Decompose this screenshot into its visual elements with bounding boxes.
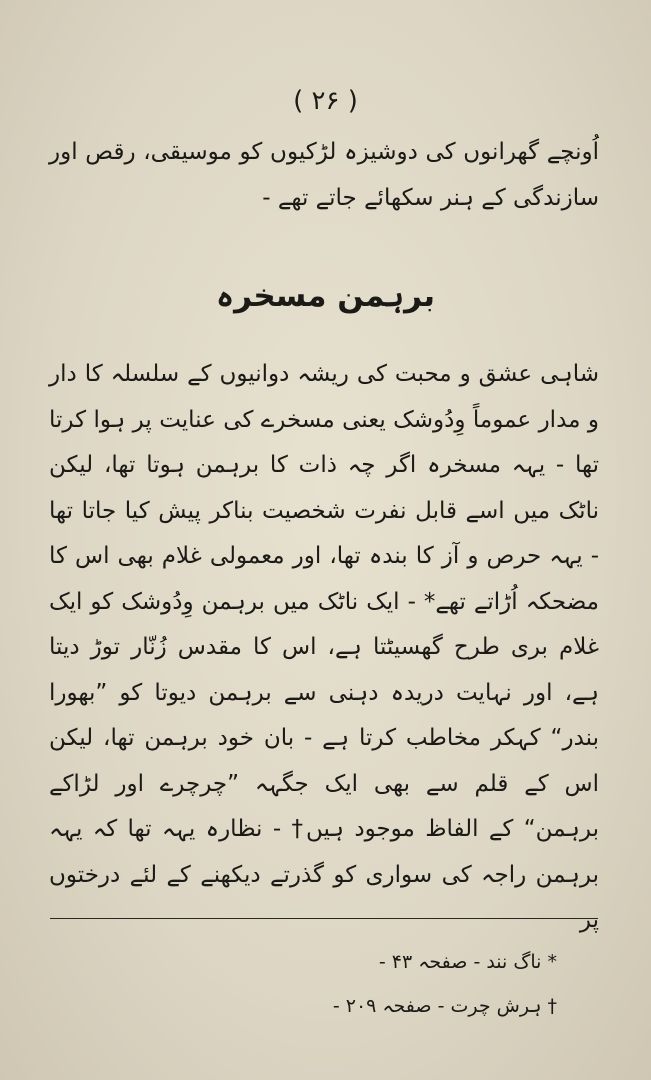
page-number: ( ۲۶ ) — [293, 86, 358, 116]
footnote-1: * ناگ نند - صفحہ ۴۳ - — [378, 951, 557, 973]
footnote-divider — [50, 918, 598, 919]
footnote-2: † ہرش چرت - صفحہ ۲۰۹ - — [332, 995, 557, 1017]
section-heading: برہمن مسخرہ — [215, 278, 436, 314]
main-paragraph: شاہی عشق و محبت کی ریشہ دوانیوں کے سلسلہ کا دار و مدار عموماً وِدُوشک یعنی مسخرے کی عنایت پر ہوا کرتا تھا - یہہ مسخرہ اگر چہ ذات کا برہمن ہوتا تھا، لیکن ناٹک میں اسے قابل نفرت شخصیت بناکر پیش کیا جاتا تھا - یہہ حرص و آز کا بندہ تھا، اور معمولی غلام بھی اس کا مضحکہ اُڑاتے تھے* - ایک ناٹک میں برہمن وِدُوشک کو ایک غلام بری طرح گھسیٹتا ہے، اس کا مقدس زُنّار توڑ دیتا ہے، اور نہایت دریدہ دہنی سے برہمن دیوتا کو ”بھورا بندر“ کہکر مخاطب کرتا ہے - بان خود برہمن تھا، لیکن اس کے قلم سے بھی ایک جگہہ ”چرچرے اور لڑاکے برہمن“ کے الفاظ موجود ہیں† - نظارہ یہہ تھا کہ یہہ برہمن راجہ کی سواری کو گذرتے دیکھنے کے لئے درختوں پر — [49, 361, 599, 933]
intro-paragraph: اُونچے گھرانوں کی دوشیزہ لڑکیوں کو موسیقی، رقص اور سازندگی کے ہنر سکھائے جاتے تھے - — [49, 139, 599, 211]
footnotes — [157, 940, 557, 1028]
